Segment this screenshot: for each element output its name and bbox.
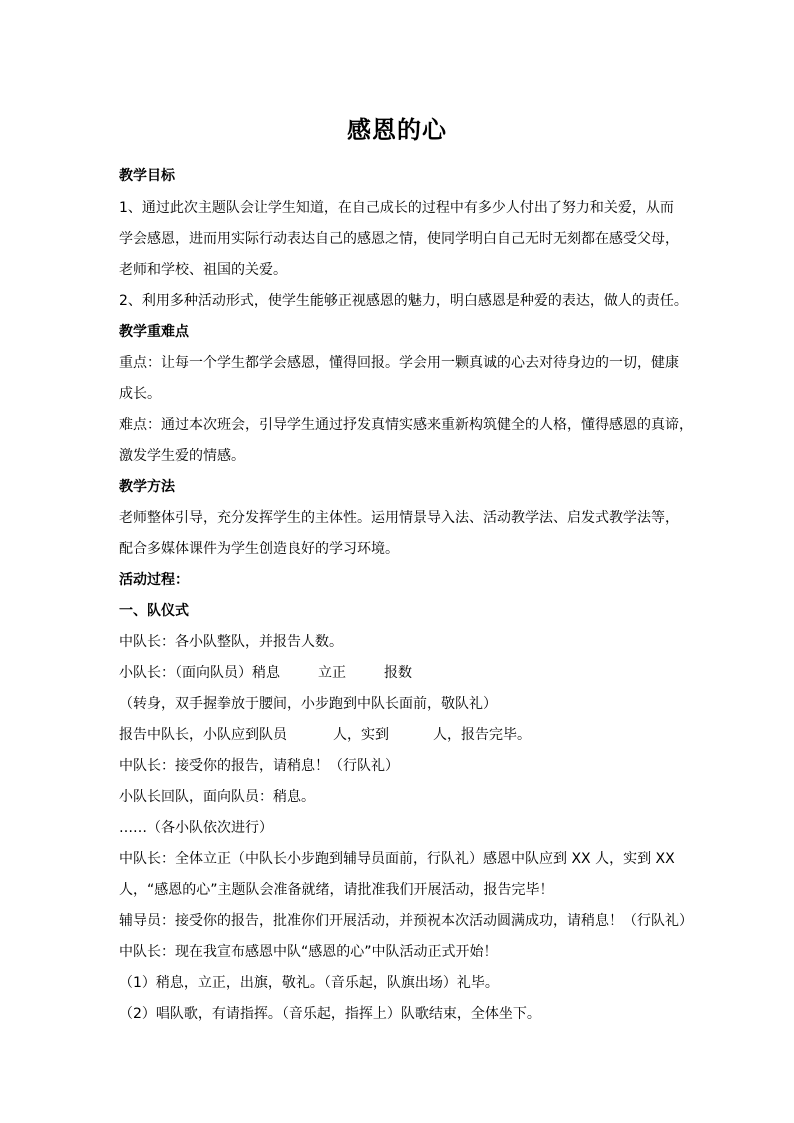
paragraph-line	[119, 725, 531, 745]
text-segment: 立正	[318, 665, 346, 681]
paragraph-line: 中队长：接受你的报告，请稍息！（行队礼）	[119, 758, 399, 774]
paragraph-line: 人，“感恩的心”主题队会准备就绪，请批准我们开展活动，报告完毕！	[119, 882, 554, 898]
heading-key-difficulties: 教学重难点	[119, 324, 189, 340]
paragraph-line: 1、通过此次主题队会让学生知道，在自己成长的过程中有多少人付出了努力和关爱，从而	[119, 200, 674, 216]
paragraph-line: 老师整体引导，充分发挥学生的主体性。运用情景导入法、活动教学法、启发式教学法等，	[119, 510, 679, 526]
paragraph-line: （2）唱队歌，有请指挥。（音乐起，指挥上）队歌结束，全体坐下。	[119, 1006, 541, 1022]
paragraph-line: 小队长回队，面向队员：稍息。	[119, 789, 315, 805]
heading-activity-process: 活动过程：	[119, 572, 189, 588]
paragraph-line: 重点：让每一个学生都学会感恩，懂得回报。学会用一颗真诚的心去对待身边的一切，健康	[119, 355, 679, 371]
paragraph-line: 成长。	[119, 386, 161, 402]
paragraph-line: （转身，双手握拳放于腰间，小步跑到中队长面前，敬队礼）	[119, 696, 497, 712]
paragraph-line: 激发学生爱的情感。	[119, 448, 245, 464]
text-segment: 报数	[384, 665, 412, 681]
paragraph-line: 中队长：现在我宣布感恩中队“感恩的心”中队活动正式开始！	[119, 944, 498, 960]
heading-teaching-methods: 教学方法	[119, 479, 175, 495]
paragraph-line: 辅导员：接受你的报告，批准你们开展活动，并预祝本次活动圆满成功，请稍息！（行队礼）	[119, 913, 693, 929]
paragraph-line: 配合多媒体课件为学生创造良好的学习环境。	[119, 541, 399, 557]
paragraph-line: 老师和学校、祖国的关爱。	[119, 262, 287, 278]
text-segment: 报告中队长，小队应到队员	[119, 727, 287, 743]
heading-teaching-goals: 教学目标	[119, 168, 175, 184]
paragraph-line: 中队长：各小队整队，并报告人数。	[119, 634, 343, 650]
paragraph-line: 学会感恩，进而用实际行动表达自己的感恩之情，使同学明白自己无时无刻都在感受父母，	[119, 231, 679, 247]
text-segment: 人，报告完毕。	[433, 727, 531, 743]
text-segment: 人，实到	[333, 727, 389, 743]
document-title: 感恩的心	[347, 116, 447, 144]
paragraph-line: 2、利用多种活动形式，使学生能够正视感恩的魅力，明白感恩是种爱的表达，做人的责任。	[119, 293, 688, 309]
text-segment: 小队长：（面向队员）稍息	[119, 665, 280, 681]
paragraph-line: （1）稍息，立正，出旗，敬礼。（音乐起，队旗出场）礼毕。	[119, 975, 499, 991]
paragraph-line: 中队长：全体立正（中队长小步跑到辅导员面前，行队礼）感恩中队应到 XX 人，实到 XX	[119, 851, 675, 867]
paragraph-line: ……（各小队依次进行）	[119, 820, 273, 836]
paragraph-line	[119, 663, 412, 683]
heading-ceremony: 一、队仪式	[119, 603, 189, 619]
paragraph-line: 难点：通过本次班会，引导学生通过抒发真情实感来重新构筑健全的人格，懂得感恩的真谛，	[119, 417, 693, 433]
